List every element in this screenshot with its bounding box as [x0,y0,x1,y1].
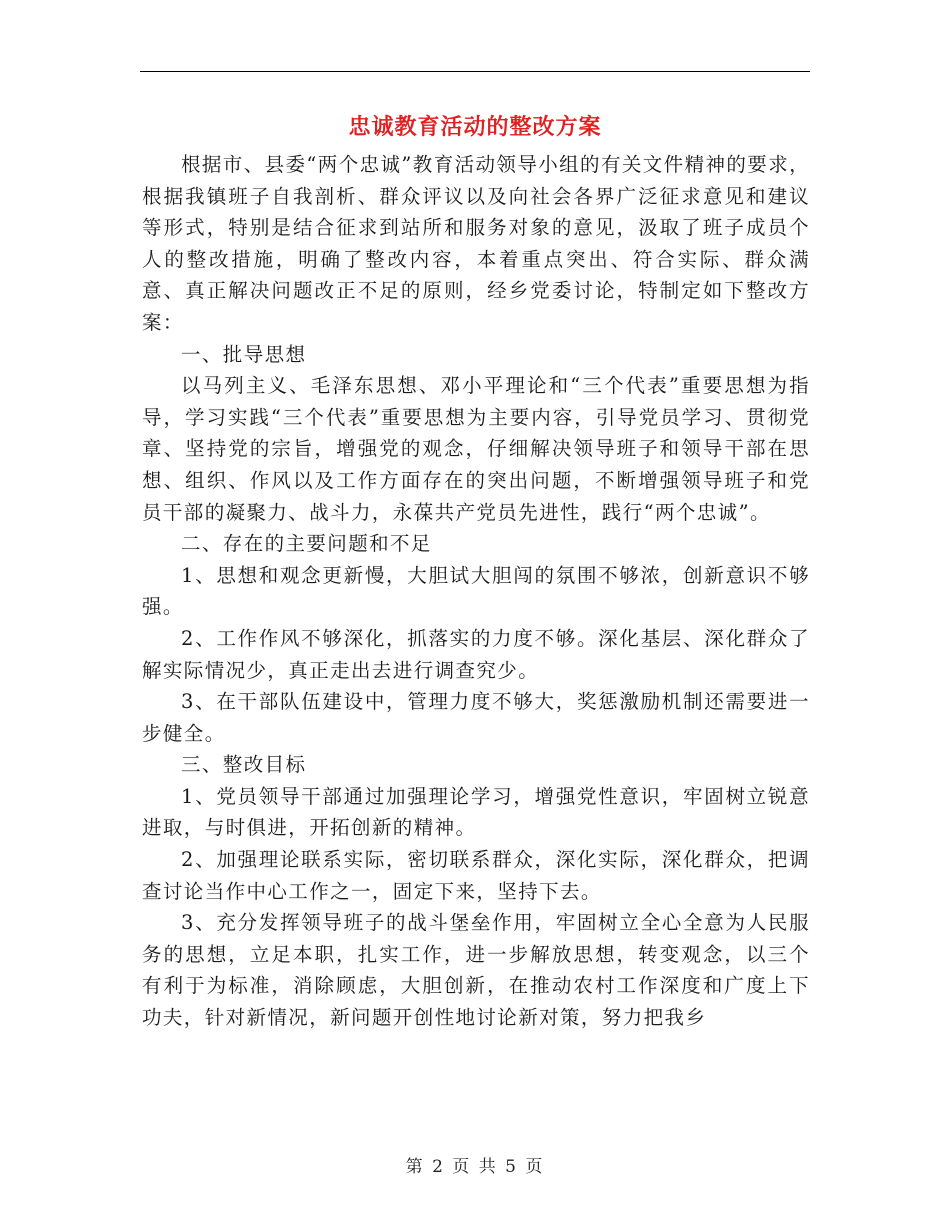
list-item-problem-2: 2、工作作风不够深化，抓落实的力度不够。深化基层、深化群众了解实际情况少，真正走出去进行调查究少。 [142,626,810,682]
section-heading-goals: 三、整改目标 [181,753,307,777]
document-title: 忠诚教育活动的整改方案 [348,114,602,140]
list-item-goal-3: 3、充分发挥领导班子的战斗堡垒作用，牢固树立全心全意为人民服务的思想，立足本职，扎实工作，进一步解放思想，转变观念，以三个有利于为标准，消除顾虑，大胆创新，在推动农村工作深度和广度上下功夫，针对新情况，新问题开创性地讨论新对策，努力把我乡 [142,911,810,1030]
paragraph-intro: 根据市、县委“两个忠诚”教育活动领导小组的有关文件精神的要求，根据我镇班子自我剖析、群众评议以及向社会各界广泛征求意见和建议等形式，特别是结合征求到站所和服务对象的意见，汲取了班子成员个人的整改措施，明确了整改内容，本着重点突出、符合实际、群众满意、真正解决问题改正不足的原则，经乡党委讨论，特制定如下整改方案： [142,153,810,334]
list-item-problem-1: 1、思想和观念更新慢，大胆试大胆闯的氛围不够浓，创新意识不够强。 [142,563,810,619]
list-item-goal-2: 2、加强理论联系实际，密切联系群众，深化实际，深化群众，把调查讨论当作中心工作之一，固定下来，坚持下去。 [142,848,810,903]
page-number-footer: 第 2 页 共 5 页 [405,1157,545,1177]
header-rule [140,71,810,72]
document-body [142,149,810,1034]
list-item-goal-1: 1、党员领导干部通过加强理论学习，增强党性意识，牢固树立锐意进取，与时俱进，开拓创新的精神。 [142,784,810,840]
list-item-problem-3: 3、在干部队伍建设中，管理力度不够大，奖惩激励机制还需要进一步健全。 [142,690,810,745]
section-heading-guiding-thought: 一、批导思想 [181,342,307,366]
section-heading-problems: 二、存在的主要问题和不足 [181,532,432,556]
paragraph-guiding-thought: 以马列主义、毛泽东思想、邓小平理论和“三个代表”重要思想为指导，学习实践“三个代表”重要思想为主要内容，引导党员学习、贯彻党章、坚持党的宗旨，增强党的观念，仔细解决领导班子和领导干部在思想、组织、作风以及工作方面存在的突出问题，不断增强领导班子和党员干部的凝聚力、战斗力，永葆共产党员先进性，践行“两个忠诚”。 [142,374,810,524]
